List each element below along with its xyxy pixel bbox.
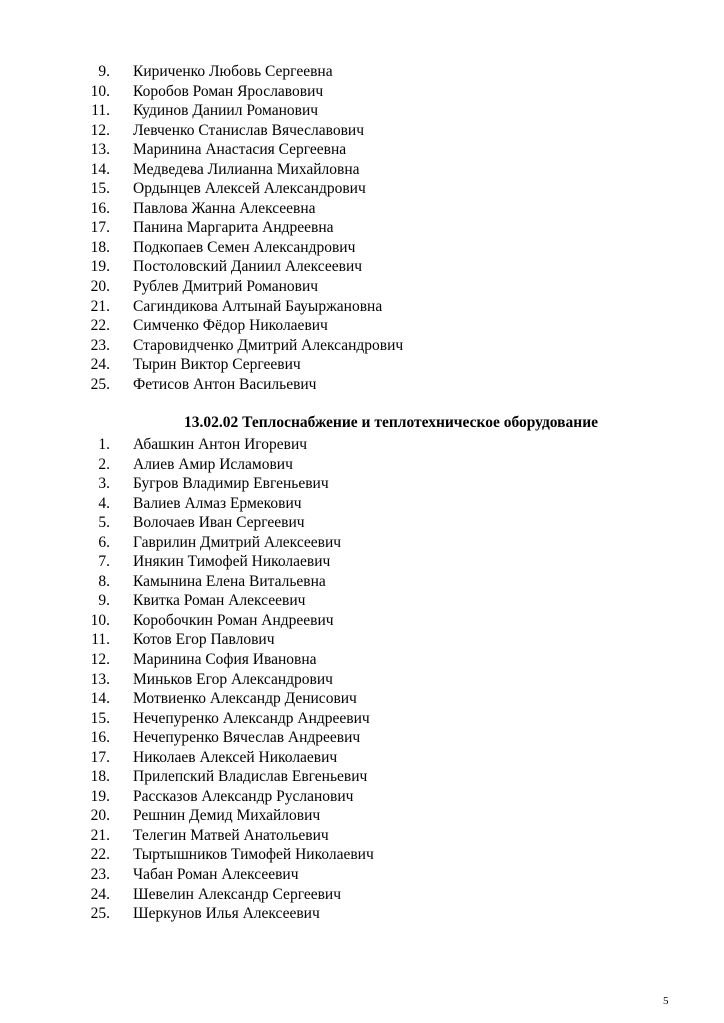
list-item [0, 826, 724, 846]
student-name: Постоловский Даниил Алексеевич [133, 258, 363, 276]
list-item [0, 218, 724, 238]
list-item [0, 297, 724, 317]
item-number: 16. [90, 729, 110, 747]
item-number: 11. [91, 631, 110, 649]
student-name: Кудинов Даниил Романович [133, 102, 319, 120]
list-item [0, 709, 724, 729]
item-number: 25. [90, 905, 110, 923]
list-item [0, 455, 724, 475]
student-name: Рублев Дмитрий Романович [133, 278, 319, 296]
student-name: Мотвиенко Александр Денисович [133, 690, 357, 708]
student-name: Чабан Роман Алексеевич [133, 866, 299, 884]
student-name: Николаев Алексей Николаевич [133, 748, 338, 766]
list-item [0, 591, 724, 611]
student-name: Миньков Егор Александрович [133, 670, 333, 688]
item-number: 17. [90, 219, 110, 237]
list-item [0, 885, 724, 905]
item-number: 10. [90, 82, 110, 100]
student-name: Абашкин Антон Игоревич [133, 436, 308, 453]
list-item [0, 160, 724, 180]
student-name: Камынина Елена Витальевна [133, 572, 326, 590]
student-name: Коробочкин Роман Андреевич [133, 611, 334, 629]
student-name: Инякин Тимофей Николаевич [133, 553, 331, 571]
list-item [0, 787, 724, 807]
item-number: 14. [90, 160, 110, 178]
item-number: 22. [90, 317, 110, 335]
item-number: 2. [98, 455, 110, 473]
student-name: Симченко Фёдор Николаевич [133, 317, 328, 335]
list-item [0, 572, 724, 592]
list-item [0, 494, 724, 514]
item-number: 6. [98, 533, 110, 551]
student-list-heat-supply [0, 435, 724, 924]
list-item [0, 257, 724, 277]
student-name: Коробов Роман Ярославович [133, 82, 324, 100]
student-name: Шеркунов Илья Алексеевич [133, 905, 320, 923]
student-name: Тырин Виктор Сергеевич [133, 356, 301, 374]
section-heading: 13.02.02 Теплоснабжение и теплотехническое оборудование [183, 414, 599, 431]
student-name: Алиев Амир Исламович [133, 455, 293, 473]
item-number: 5. [98, 514, 110, 532]
student-name: Левченко Станислав Вячеславович [133, 121, 365, 139]
list-item [0, 845, 724, 865]
student-name: Рассказов Александр Русланович [133, 787, 354, 805]
student-name: Решнин Демид Михайлович [133, 807, 321, 825]
student-name: Волочаев Иван Сергеевич [133, 514, 305, 532]
list-item [0, 179, 724, 199]
item-number: 24. [90, 885, 110, 903]
student-name: Подкопаев Семен Александрович [133, 238, 356, 256]
list-item [0, 375, 724, 395]
student-name: Нечепуренко Вячеслав Андреевич [133, 729, 361, 747]
list-item [0, 533, 724, 553]
list-item [0, 689, 724, 709]
student-name: Валиев Алмаз Ермекович [133, 494, 302, 512]
student-name: Сагиндикова Алтынай Бауыржановна [133, 297, 383, 315]
list-item [0, 62, 724, 82]
list-item [0, 121, 724, 141]
item-number: 24. [90, 356, 110, 374]
item-number: 12. [90, 651, 110, 669]
list-item [0, 474, 724, 494]
item-number: 7. [98, 553, 110, 571]
item-number: 11. [91, 102, 110, 120]
student-name: Фетисов Антон Васильевич [133, 375, 317, 393]
list-item [0, 767, 724, 787]
list-item [0, 806, 724, 826]
student-name: Шевелин Александр Сергеевич [133, 885, 342, 903]
student-name: Котов Егор Павлович [133, 631, 275, 649]
item-number: 25. [90, 375, 110, 393]
item-number: 18. [90, 238, 110, 256]
item-number: 22. [90, 846, 110, 864]
list-item [0, 140, 724, 160]
list-item [0, 435, 724, 455]
list-item [0, 748, 724, 768]
item-number: 21. [90, 826, 110, 844]
item-number: 3. [98, 475, 110, 493]
item-number: 14. [90, 690, 110, 708]
list-item [0, 199, 724, 219]
list-item [0, 355, 724, 375]
item-number: 12. [90, 121, 110, 139]
item-number: 23. [90, 336, 110, 354]
student-name: Маринина София Ивановна [133, 651, 317, 669]
list-item [0, 336, 724, 356]
list-item [0, 670, 724, 690]
list-item [0, 552, 724, 572]
item-number: 13. [90, 141, 110, 159]
item-number: 20. [90, 807, 110, 825]
list-item [0, 101, 724, 121]
student-name: Квитка Роман Алексеевич [133, 592, 306, 610]
student-name: Старовидченко Дмитрий Александрович [133, 336, 404, 354]
item-number: 8. [98, 572, 110, 590]
list-item [0, 238, 724, 258]
student-name: Прилепский Владислав Евгеньевич [133, 768, 368, 786]
list-item [0, 316, 724, 336]
item-number: 19. [90, 787, 110, 805]
list-item [0, 513, 724, 533]
item-number: 15. [90, 709, 110, 727]
student-list-continued [0, 62, 724, 394]
item-number: 1. [98, 436, 110, 453]
student-name: Телегин Матвей Анатольевич [133, 826, 329, 844]
item-number: 23. [90, 866, 110, 884]
student-name: Панина Маргарита Андреевна [133, 219, 334, 237]
item-number: 16. [90, 199, 110, 217]
item-number: 13. [90, 670, 110, 688]
item-number: 15. [90, 180, 110, 198]
list-item [0, 728, 724, 748]
item-number: 21. [90, 297, 110, 315]
item-number: 17. [90, 748, 110, 766]
item-number: 19. [90, 258, 110, 276]
list-item [0, 630, 724, 650]
student-name: Ордынцев Алексей Александрович [133, 180, 366, 198]
list-item [0, 277, 724, 297]
item-number: 9. [98, 63, 110, 80]
student-name: Нечепуренко Александр Андреевич [133, 709, 370, 727]
list-item [0, 650, 724, 670]
item-number: 9. [98, 592, 110, 610]
list-item [0, 865, 724, 885]
student-name: Гаврилин Дмитрий Алексеевич [133, 533, 342, 551]
student-name: Кириченко Любовь Сергеевна [133, 63, 333, 80]
item-number: 10. [90, 611, 110, 629]
student-name: Медведева Лилианна Михайловна [133, 160, 360, 178]
item-number: 18. [90, 768, 110, 786]
item-number: 4. [98, 494, 110, 512]
student-name: Бугров Владимир Евгеньевич [133, 475, 329, 493]
item-number: 20. [90, 278, 110, 296]
student-name: Павлова Жанна Алексеевна [133, 199, 316, 217]
student-name: Маринина Анастасия Сергеевна [133, 141, 347, 159]
list-item [0, 611, 724, 631]
student-name: Тыртышников Тимофей Николаевич [133, 846, 374, 864]
page-number: 5 [663, 995, 669, 1007]
list-item [0, 82, 724, 102]
list-item [0, 904, 724, 924]
